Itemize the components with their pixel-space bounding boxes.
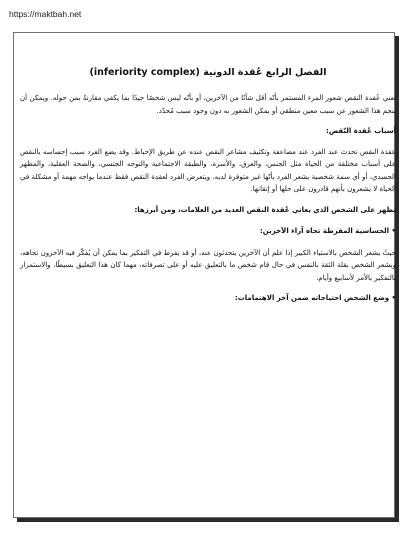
causes-paragraph: عقدة النقص تحدث عند الفرد عند مضاعفة وتكثيف مشاعر النقص عنده عن طريق الإحباط. وقد يضع الفرد سبب إحساسه بالنقص على أسباب مختلفة من الحياة مثل الجنس، والعرق، والأسرة، والطبقة الاجتماعية والتوجه الجنسي، والصحة العقلية، والمظهر الجسدي، أو أي سمة شخصية يشعر الفرد بأنّها غير متوفرة لديه. ويتعرض الفرد لعقدة النقص فقط عندما يواجه مهمة أو مشكلة في الحياة لا يشعرون بأنهم قادرون على حلها أو إتقانها. [20, 147, 396, 193]
signs-heading: تظهر على الشخص الذي يعاني عُقدة النقص العديد من العلامات، ومن أبرزها: [134, 205, 396, 214]
source-url: https://maktbah.net [9, 9, 82, 19]
chapter-title: الفصل الرابع عُقدة الدونية (inferiority complex) [89, 67, 327, 78]
causes-heading: أسباب عُقدة النّقص: [326, 127, 396, 135]
document-content [20, 66, 396, 314]
sign-1-paragraph: حيثُ يشعر الشخص بالاستياء الكبير إذا علم أن الآخرين يتحدثون عنه، أو قد يفرط في التفكير بما يمكن أن يُفكّر فيه الآخرون تجاهه، ويشعر الشخص بقلة الثقة بالنفس في حال قام شخص ما بالتعليق عليه أو على تصرفاته، مهما كان هذا التعليق بسيطًا، والاستمرار بالتفكير بالأمر لأسابيع وأيام. [20, 248, 396, 282]
sign-2-heading: • وضع الشخص احتياجاته ضمن آخر الاهتمامات: [234, 294, 396, 302]
sign-1-heading: • الحساسية المفرطة تجاه آراء الآخرين: [259, 227, 396, 235]
intro-paragraph: تعني عُقدة النقص شعور المرء المستمر بأنّه أقل شأنًا من الآخرين، أو بأنّه ليس شخصًا جيدًا بما يكفي مقارنةً بمن حوله. ويمكن أن ينجم هذا الشعور عن سبب معين منطقي أو يمكن الشعور به دون وجود سبب مُحدّد. [20, 94, 396, 115]
